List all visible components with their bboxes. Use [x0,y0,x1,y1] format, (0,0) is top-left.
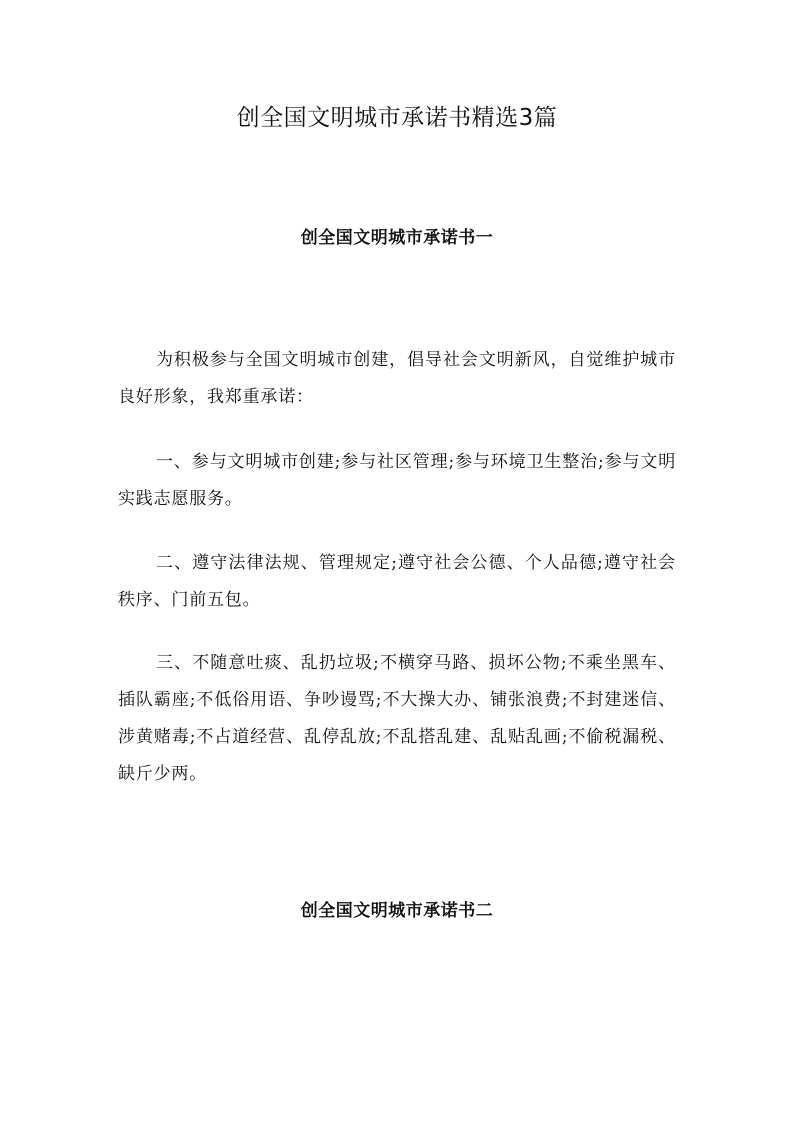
document-title: 创全国文明城市承诺书精选3篇 [236,105,558,131]
paragraph-item-3: 三、不随意吐痰、乱扔垃圾;不横穿马路、损坏公物;不乘坐黑车、插队霸座;不低俗用语、争吵谩骂;不大操大办、铺张浪费;不封建迷信、涉黄赌毒;不占道经营、乱停乱放;不乱搭乱建、乱贴乱画;不偷税漏税、缺斤少两。 [118,653,676,784]
section-heading-1: 创全国文明城市承诺书一 [300,228,494,248]
paragraph-item-1: 一、参与文明城市创建;参与社区管理;参与环境卫生整治;参与文明实践志愿服务。 [118,452,676,509]
section-heading-2: 创全国文明城市承诺书二 [300,901,494,921]
paragraph-item-2: 二、遵守法律法规、管理规定;遵守社会公德、个人品德;遵守社会秩序、门前五包。 [118,553,676,610]
paragraph-intro: 为积极参与全国文明城市创建，倡导社会文明新风，自觉维护城市良好形象，我郑重承诺： [118,350,676,407]
